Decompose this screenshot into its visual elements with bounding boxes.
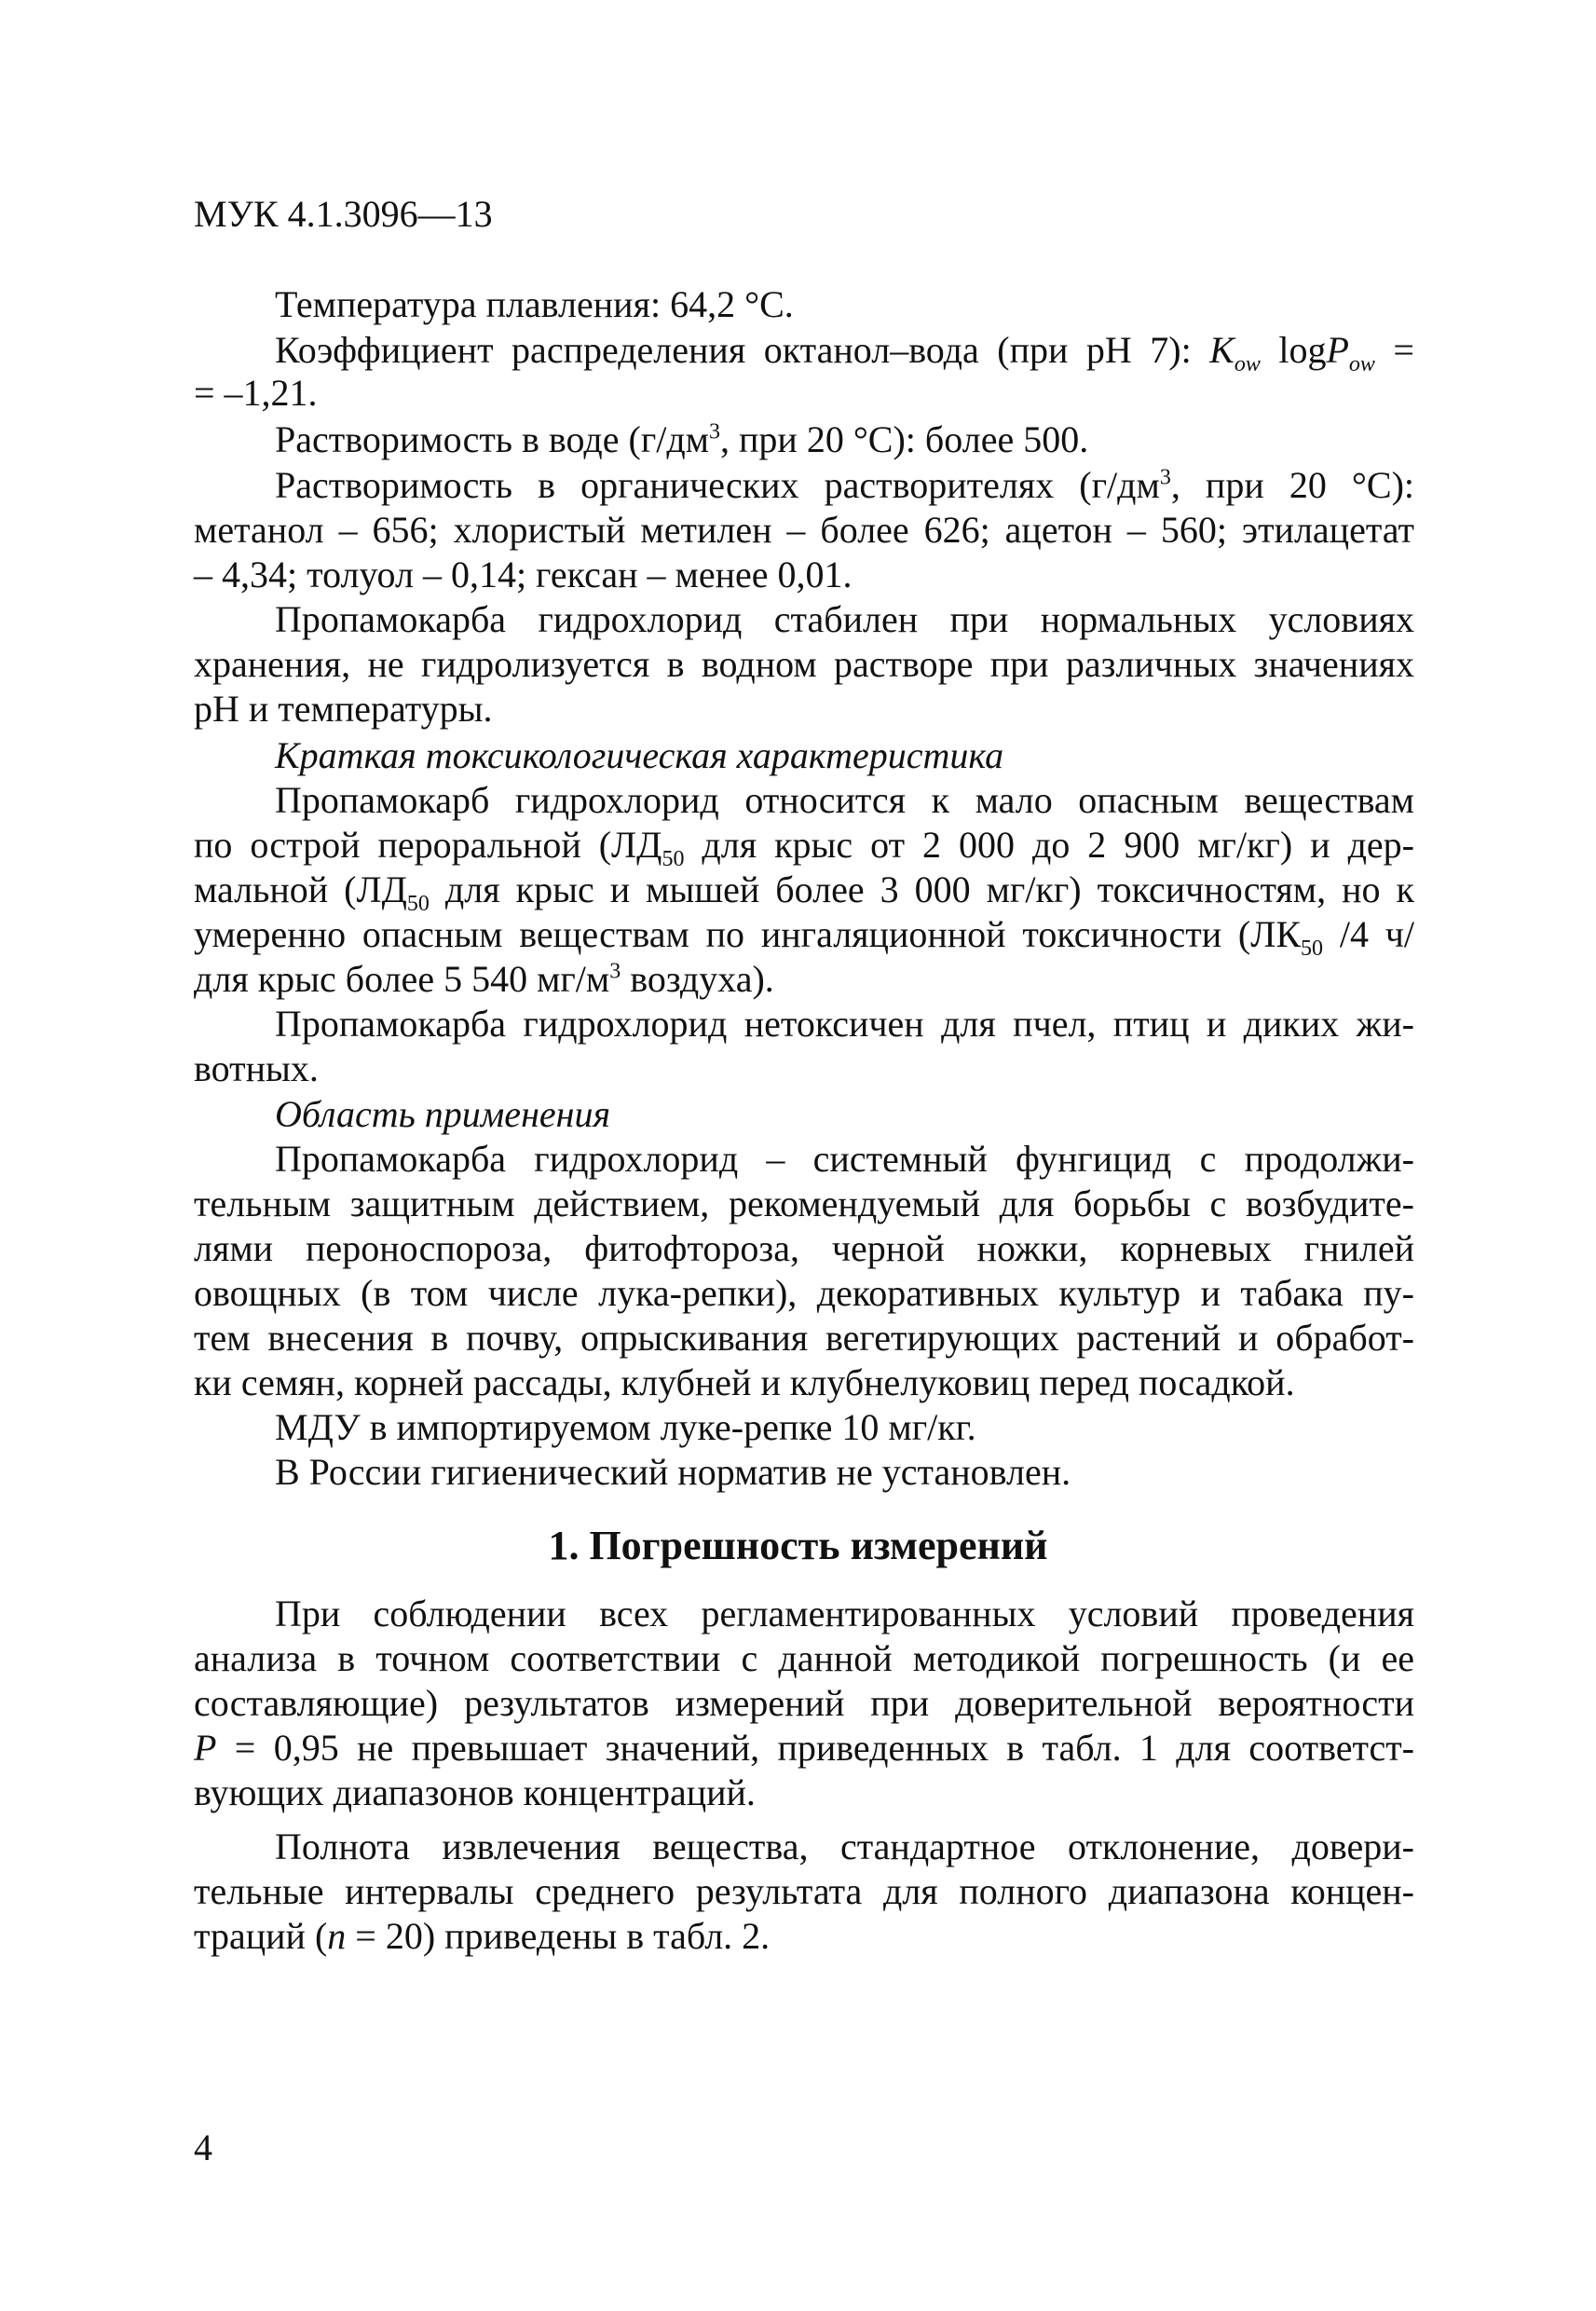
kow-value: = –1,21. [194,372,318,414]
usage-line-5: тем внесения в почву, опрыскивания вегетирующих растений и обработ- [194,1317,1414,1359]
tox-title: Краткая токсикологическая характеристика [275,734,1004,776]
usage-title: Область применения [275,1093,611,1135]
organic-solubility-line-1: Растворимость в органических растворителях ($г/дм^3$, при 20 °С): [275,464,1415,506]
water-solubility: Растворимость в воде ($г/дм^3$, при 20 °С): более 500. [275,418,1089,460]
section-1-p1-line-3: составляющие) результатов измерений при доверительной вероятности [194,1682,1414,1724]
usage-line-3: лями пероноспороза, фитофтороза, черной ножки, корневых гнилей [194,1227,1414,1269]
tox-p1-line-2: по острой пероральной ($ЛД_{50}$ для крыс от 2 000 до 2 900 мг/кг) и дер- [194,824,1414,871]
usage-line-1: Пропамокарба гидрохлорид – системный фунгицид с продолжи- [275,1138,1414,1180]
tox-p1-line-1: Пропамокарб гидрохлорид относится к мало опасным веществам [275,779,1414,821]
tox-p1-line-3: мальной ($ЛД_{50}$ для крыс и мышей более 3 000 мг/кг) токсичностям, но к [194,868,1414,916]
stability-line-1: Пропамокарба гидрохлорид стабилен при нормальных условиях [275,598,1414,640]
section-1-p1-line-4: P = 0,95 не превышает значений, приведенных в табл. 1 для соответст- [194,1727,1414,1769]
page-number: 4 [194,2126,212,2168]
tox-p2-line-1: Пропамокарба гидрохлорид нетоксичен для пчел, птиц и диких жи- [275,1003,1414,1045]
usage-line-4: овощных (в том числе лука-репки), декоративных культур и табака пу- [194,1272,1414,1314]
section-1-heading: 1. Погрешность измерений [548,1523,1048,1568]
mdu-line: МДУ в импортируемом луке-репке 10 мг/кг. [275,1406,976,1448]
document-header: МУК 4.1.3096—13 [194,193,493,235]
kow-line: Коэффициент распределения октанол–вода (при pH 7): $K_{ow}$ logP$_{ow}$ = [275,329,1414,376]
tox-p1-line-5: для крыс более 5 540 $мг/м^3$ воздуха). [194,958,774,1000]
section-1-p2-line-1: Полнота извлечения вещества, стандартное отклонение, довери- [275,1826,1414,1867]
tox-p2-line-2: вотных. [194,1047,319,1089]
usage-line-6: ки семян, корней рассады, клубней и клубнелуковиц перед посадкой. [194,1361,1295,1403]
section-1-p1-line-5: вующих диапазонов концентраций. [194,1771,756,1813]
tox-p1-line-4: умеренно опасным веществам по ингаляционной токсичности ($ЛК_{50}$ /4 ч/ [194,913,1414,961]
section-1-p2-line-2: тельные интервалы среднего результата для полного диапазона концен- [194,1870,1414,1912]
stability-line-2: хранения, не гидролизуется в водном растворе при различных значениях [194,643,1414,685]
organic-solubility-line-2: метанол – 656; хлористый метилен – более 626; ацетон – 560; этилацетат [194,509,1414,551]
organic-solubility-line-3: – 4,34; толуол – 0,14; гексан – менее 0,01. [194,554,853,595]
section-1-p1-line-1: При соблюдении всех регламентированных условий проведения [275,1593,1414,1634]
melting-point: Температура плавления: 64,2 °С. [275,283,794,325]
hygiene-norm-line: В России гигиенический норматив не установлен. [275,1451,1071,1493]
stability-line-3: pH и температуры. [194,688,493,730]
section-1-p2-line-3: траций (n = 20) приведены в табл. 2. [194,1915,771,1957]
usage-line-2: тельным защитным действием, рекомендуемый для борьбы с возбудите- [194,1183,1414,1224]
section-1-p1-line-2: анализа в точном соответствии с данной методикой погрешность (и ее [194,1637,1414,1679]
